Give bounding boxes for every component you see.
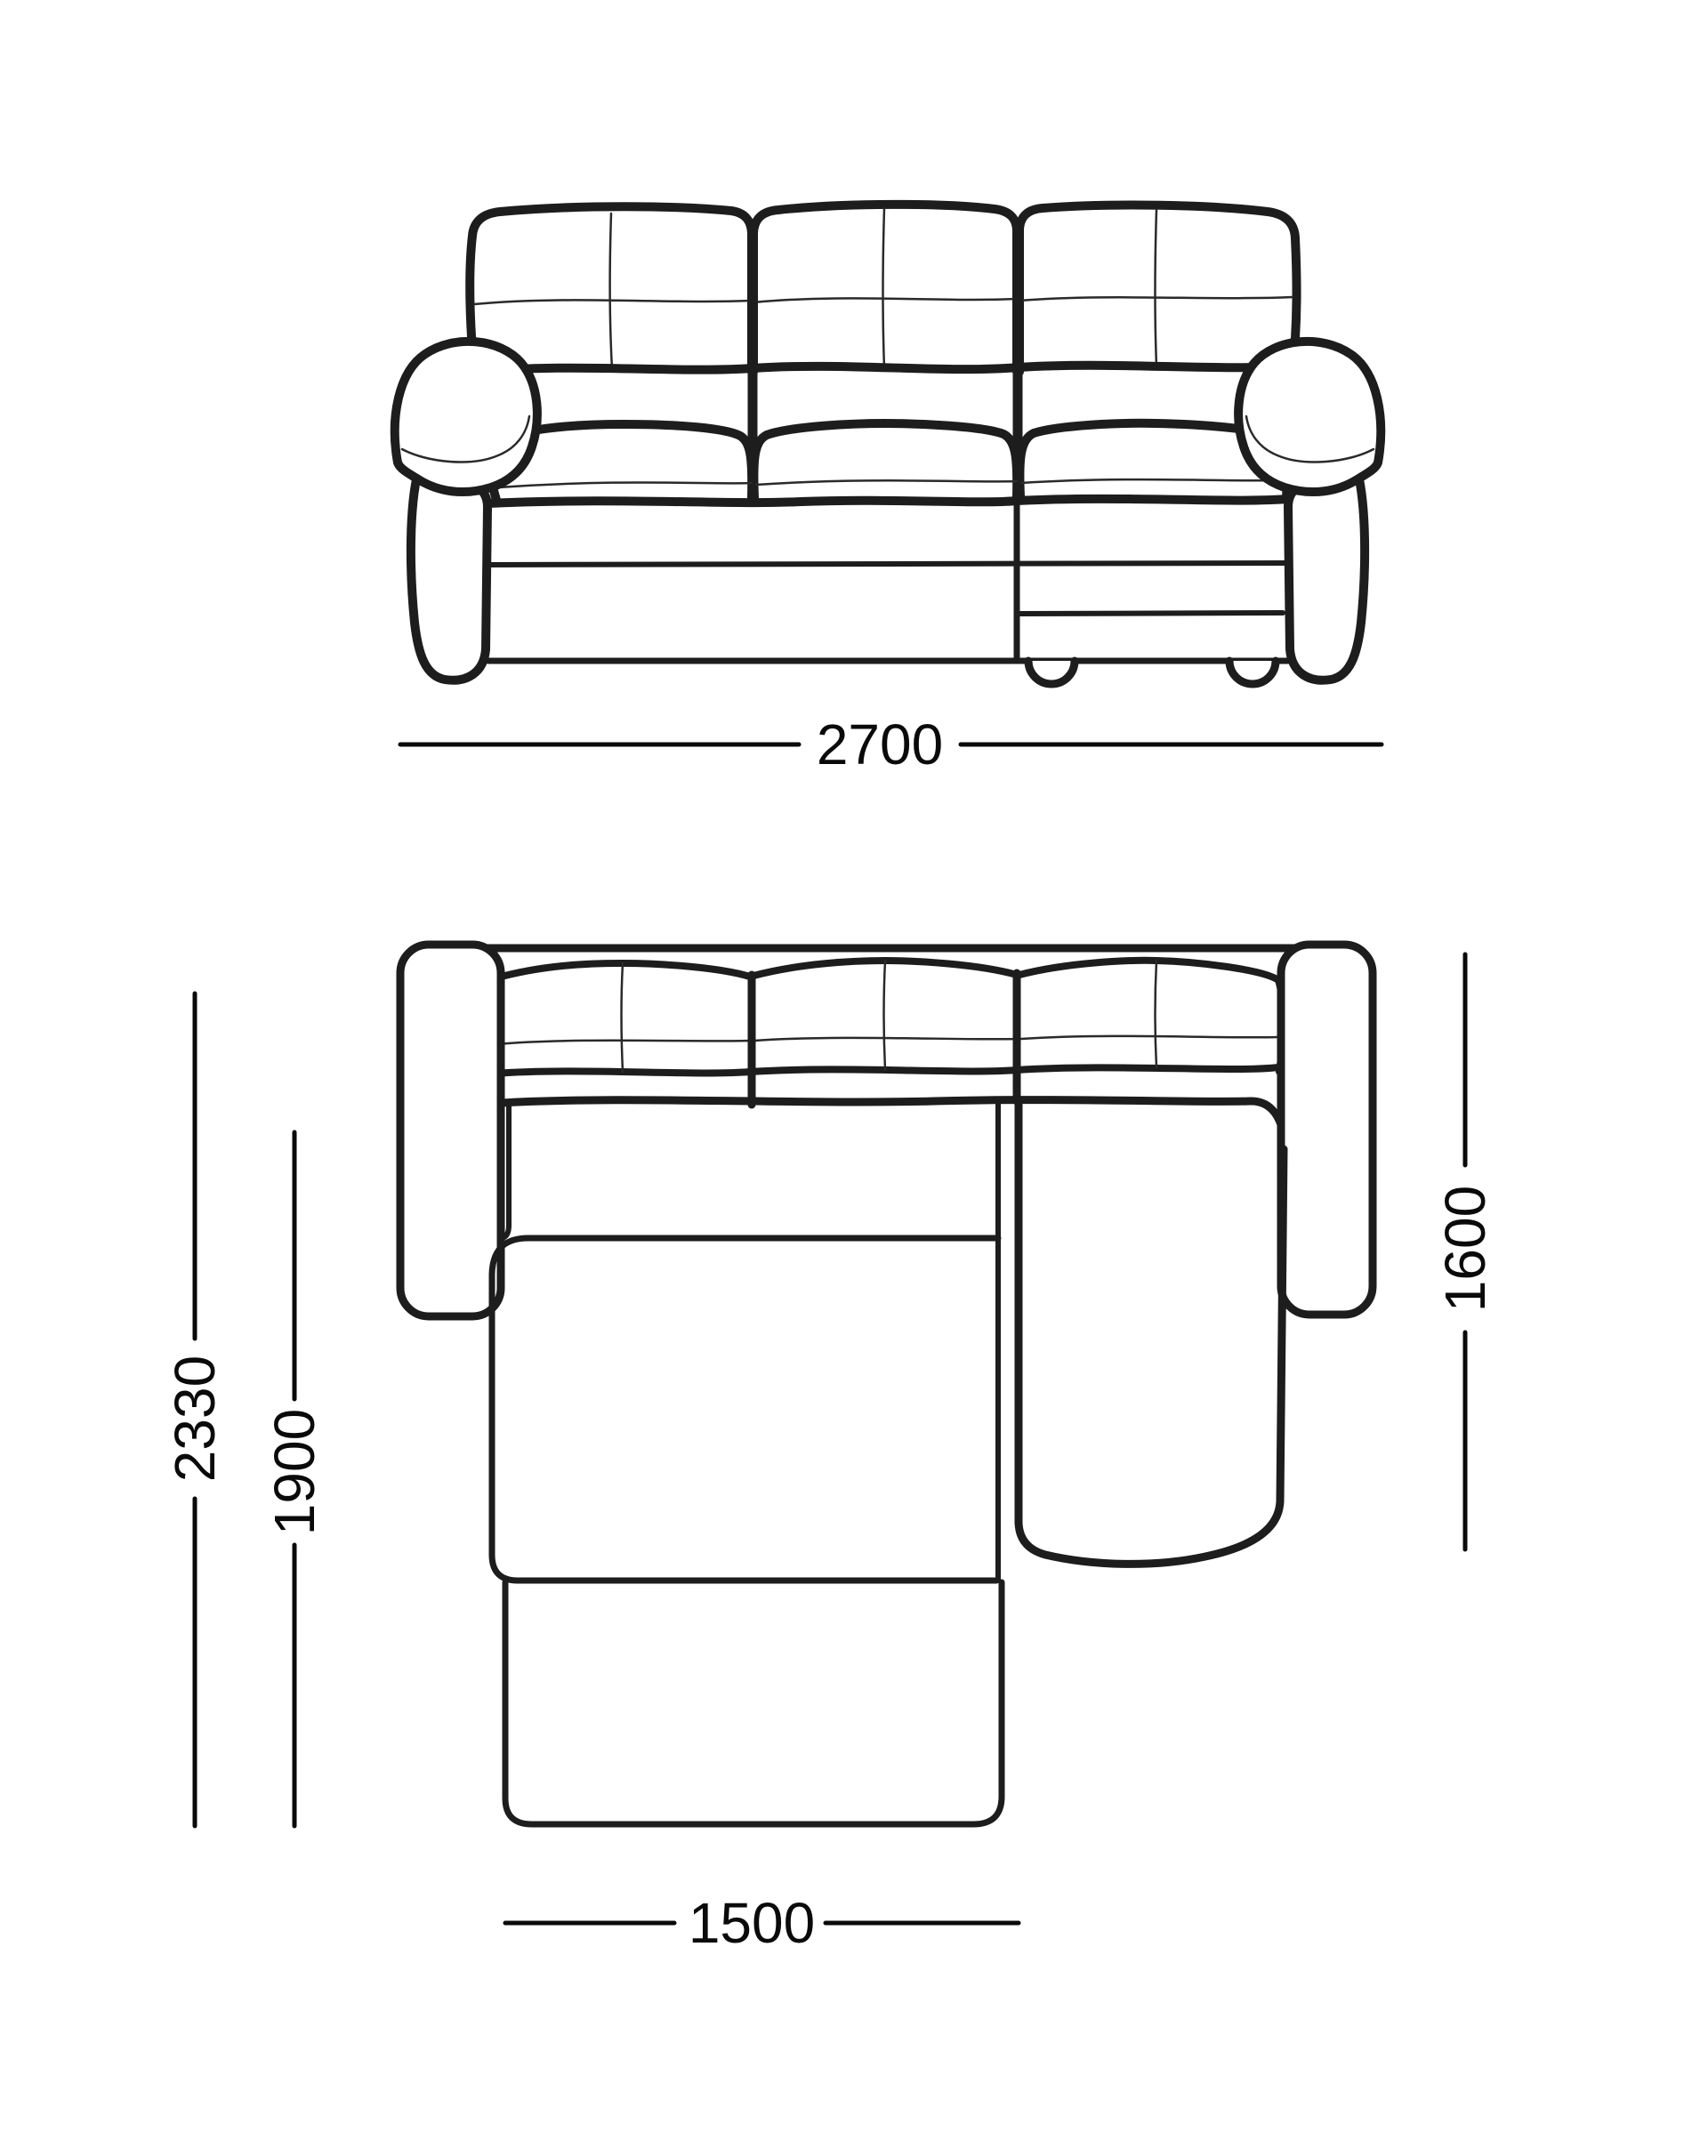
seat-cushion-center xyxy=(753,423,1017,498)
right-arm-column xyxy=(1288,471,1365,680)
base-rail-line xyxy=(488,563,1287,565)
back-cushion-right xyxy=(1019,205,1297,372)
plan-left-armrest xyxy=(400,945,501,1316)
left-arm-pillow xyxy=(395,342,537,492)
seat-cushions xyxy=(491,423,1287,500)
dimension-bed-depth xyxy=(262,1132,326,1826)
front-base xyxy=(488,503,1288,661)
dimension-chaise-length xyxy=(1433,954,1497,1549)
back-cushion-seams xyxy=(474,208,1293,369)
dimension-label-bed-depth: 1900 xyxy=(262,1408,326,1536)
dimension-label-overall-depth: 2330 xyxy=(163,1355,227,1483)
right-arm-pillow xyxy=(1238,342,1381,492)
base-rail-line-right xyxy=(1019,613,1283,614)
plan-mattress xyxy=(505,1582,1002,1824)
castor-leg-right xyxy=(1229,661,1276,684)
left-arm-column xyxy=(411,471,487,680)
plan-back-cushions xyxy=(492,961,1283,1074)
castor-leg-left xyxy=(1028,661,1075,684)
dimension-label-bed-width: 1500 xyxy=(688,1891,816,1955)
plan-right-armrest xyxy=(1281,945,1373,1315)
plan-cushion-seams xyxy=(496,961,1277,1072)
front-legs xyxy=(1028,661,1276,684)
plan-chaise xyxy=(1019,1103,1284,1564)
seat-cushion-seams xyxy=(498,479,1285,487)
plan-cushion-right xyxy=(1019,961,1283,1072)
plan-armrests xyxy=(400,945,1373,1316)
plan-cushion-bottom-line xyxy=(495,1067,1278,1074)
plan-bed-frame xyxy=(492,1238,998,1581)
dimension-overall-depth xyxy=(163,994,227,1826)
dimension-overall-width xyxy=(400,712,1382,776)
dimension-bed-width xyxy=(505,1891,1019,1955)
back-cushion-bottom-line xyxy=(472,366,1294,373)
dimension-label-overall-width: 2700 xyxy=(816,712,944,776)
right-armrest xyxy=(1238,342,1381,680)
plan-backrest-front-edge xyxy=(501,1100,1285,1146)
plan-view xyxy=(400,945,1373,1824)
dimension-label-chaise-length: 1600 xyxy=(1433,1185,1497,1313)
seat-bottom-line xyxy=(487,499,1288,503)
left-armrest xyxy=(395,342,537,680)
back-cushion-center xyxy=(753,205,1017,372)
front-view xyxy=(395,205,1381,684)
